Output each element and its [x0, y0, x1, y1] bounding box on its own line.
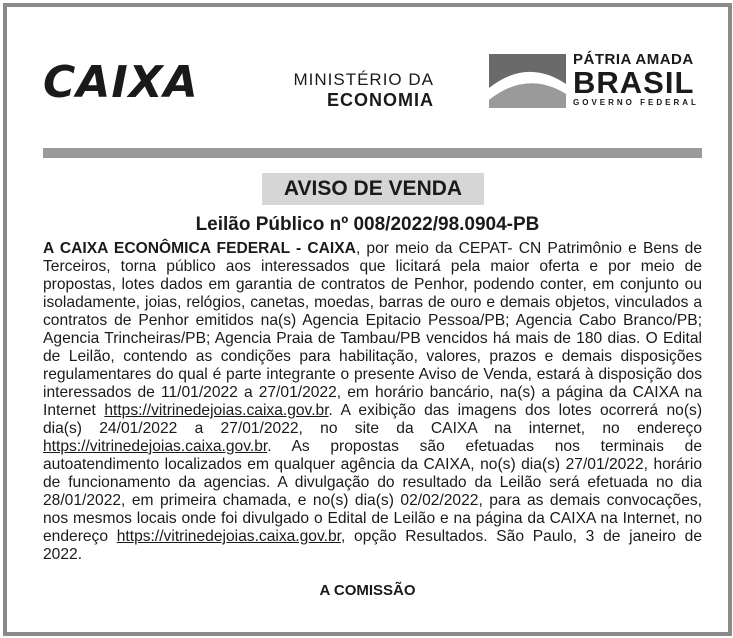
notice-lead: A CAIXA ECONÔMICA FEDERAL - CAIXA — [43, 240, 356, 257]
brasil-line2: BRASIL — [573, 65, 695, 100]
vitrine-link-2[interactable]: https://vitrinedejoias.caixa.gov.br — [43, 438, 268, 455]
ministerio-logo — [279, 70, 434, 110]
notice-title: AVISO DE VENDA — [262, 173, 484, 205]
ministerio-line1: MINISTÉRIO DA — [293, 70, 434, 89]
divider-bar — [43, 148, 702, 158]
notice-paragraph-4: , opção Resultados. São Paulo, 3 de janeiro de 2022. — [43, 528, 702, 563]
vitrine-link-1[interactable]: https://vitrinedejoias.caixa.gov.br — [104, 402, 329, 419]
header — [7, 7, 728, 147]
signature: A COMISSÃO — [319, 582, 416, 599]
notice-frame — [3, 3, 732, 636]
caixa-logo: CAIXA — [43, 57, 199, 108]
notice-body — [43, 240, 702, 564]
brasil-logo — [573, 51, 713, 108]
brasil-line3: GOVERNO FEDERAL — [573, 98, 699, 107]
notice-subtitle: Leilão Público nº 008/2022/98.0904-PB — [195, 214, 540, 235]
brasil-flag-icon — [489, 54, 566, 108]
notice-paragraph-3: . As propostas são efetuadas nos terminais de autoatendimento localizados em qualquer agência da CAIXA, no(s) dia(s) 27/01/2022, horário de funcionamento da agencias. A divulgação do resultado da Leilão será efetuada no dia 28/01/2022, em primeira chamada, e no(s) dia(s) 02/02/2022, para as demais convocações, nos mesmos locais onde foi divulgado o Edital de Leilão e na página da CAIXA na Internet, no endereço — [43, 438, 702, 545]
brasil-line1: PÁTRIA AMADA — [573, 51, 694, 68]
ministerio-line2: ECONOMIA — [327, 90, 434, 110]
notice-paragraph-1: , por meio da CEPAT- CN Patrimônio e Bens de Terceiros, torna público aos interessados que licitará pela maior oferta e por meio de propostas, lotes dados em garantia de contratos de Penhor, podendo conter, em conjunto ou isoladamente, joias, relógios, canetas, moedas, barras de ouro e demais objetos, vinculados a contratos de Penhor emitidos na(s) Agencia Epitacio Pessoa/PB; Agencia Cabo Branco/PB; Agencia Trincheiras/PB; Agencia Praia de Tambau/PB vencidos há mais de 180 dias. O Edital de Leilão, contendo as condições para habilitação, valores, prazos e demais disposições regulamentares do qual é parte integrante o presente Aviso de Venda, estará à disposição dos interessados de 11/01/2022 a 27/01/2022, em horário bancário, na(s) a página da CAIXA na Internet — [43, 240, 703, 419]
vitrine-link-3[interactable]: https://vitrinedejoias.caixa.gov.br — [116, 528, 341, 545]
notice-paragraph-2: . A exibição das imagens dos lotes ocorrerá no(s) dia(s) 24/01/2022 a 27/01/2022, no site da CAIXA na internet, no endereço — [43, 402, 703, 437]
